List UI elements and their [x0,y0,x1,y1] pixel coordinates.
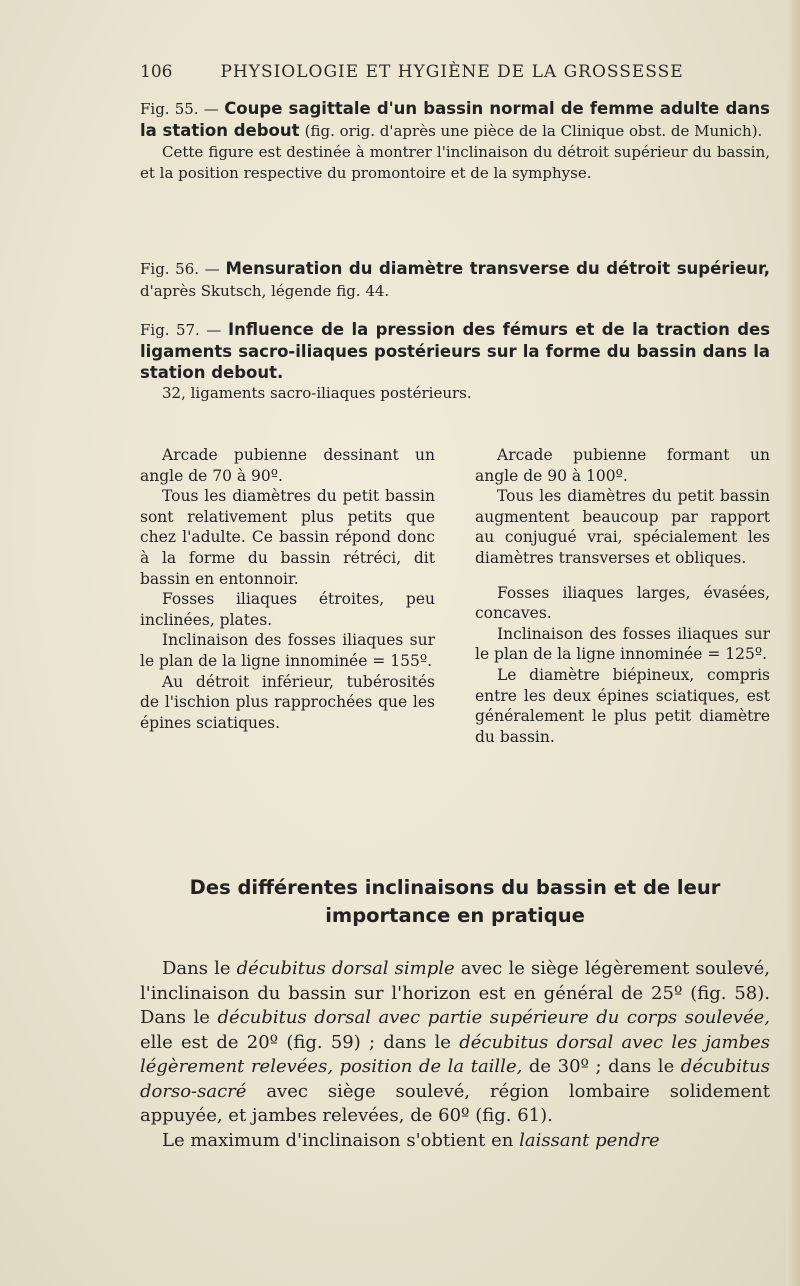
left-item: Tous les diamètres du petit bassin sont relativement plus petits que chez l'adulte. Ce bassin répond donc à la forme du bassin rétréci, dit bassin en entonnoir. [140,487,435,588]
body-paragraph [140,1129,770,1154]
italic-term: laissant pendre [519,1129,660,1151]
italic-term: décubitus dorsal simple [236,958,455,979]
italic-term: décubitus dorso-sacré [140,1056,770,1102]
left-item: Au détroit inférieur, tubérosités de l'ischion plus rapprochées que les épines sciatiques. [140,672,435,732]
fig-56-label: Fig. 56. — [140,260,220,278]
section-heading: Des différentes inclinaisons du bassin et de leur importance en pratique [189,876,721,927]
left-item: Fosses iliaques étroites, peu inclinées, plates. [140,590,435,629]
right-item: Arcade pubienne formant un angle de 90 à 100º. [475,446,770,485]
right-item: Tous les diamètres du petit bassin augmentent beaucoup par rapport au conjugué vrai, spécialement les diamètres transverses et obliques. [475,487,770,567]
fig-55-title: Coupe sagittale d'un bassin normal de femme adulte dans la station debout [140,99,770,140]
left-column [140,445,435,747]
fig-55-label: Fig. 55. — [140,100,219,118]
running-title: PHYSIOLOGIE ET HYGIÈNE DE LA GROSSESSE [220,62,684,82]
left-item: Inclinaison des fosses iliaques sur le plan de la ligne innominée = 155º. [140,631,435,670]
italic-term: décubitus dorsal avec les jambes légèrement relevées, position de la taille, [140,1031,770,1077]
fig-55-description: Cette figure est destinée à montrer l'inclinaison du détroit supérieur du bassin, et la position respective du promontoire et de la symphyse. [140,143,770,182]
left-item: Arcade pubienne dessinant un angle de 70 à 90º. [140,446,435,485]
text-run: avec siège soulevé, région lombaire solidement appuyée, et jambes relevées, de 60º (fig. 61). [140,1080,770,1126]
text-run: Dans le [162,958,231,979]
fig-57-legend: 32, ligaments sacro-iliaques postérieurs. [162,384,472,402]
section-body [140,957,770,1153]
fig-56-source: d'après Skutsch, légende fig. 44. [140,282,390,300]
caption-fig-57 [140,319,770,404]
comparison-columns [140,445,770,747]
caption-fig-55 [140,98,770,184]
running-header [140,62,700,82]
text-run: elle est de 20º (fig. 59) ; dans le [140,1031,451,1053]
right-item: Inclinaison des fosses iliaques sur le plan de la ligne innominée = 125º. [475,624,770,664]
right-column [475,445,770,747]
text-run: Le maximum d'inclinaison s'obtient en [162,1129,514,1151]
body-paragraph [140,957,770,1129]
right-item: Le diamètre biépineux, compris entre les deux épines sciatiques, est généralement le plus petit diamètre du bassin. [475,665,770,746]
text-run: de 30º ; dans le [528,1056,675,1077]
page-number: 106 [140,62,173,82]
right-item: Fosses iliaques larges, évasées, concaves. [475,583,770,623]
text-run: avec le siège légèrement soulevé, l'inclinaison du bassin sur l'horizon est en général de 25º (fig. 58). Dans le [140,958,770,1028]
italic-term: décubitus dorsal avec partie supérieure du corps soulevée, [217,1007,770,1028]
caption-fig-56 [140,258,770,302]
fig-55-source: (fig. orig. d'après une pièce de la Clinique obst. de Munich). [304,122,763,140]
fig-56-title: Mensuration du diamètre transverse du détroit supérieur, [225,259,770,278]
fig-57-label: Fig. 57. — [140,321,222,339]
fig-57-title: Influence de la pression des fémurs et de la traction des ligaments sacro-iliaques postérieurs sur la forme du bassin dans la station debout. [140,320,771,382]
page-edge [786,0,800,1286]
